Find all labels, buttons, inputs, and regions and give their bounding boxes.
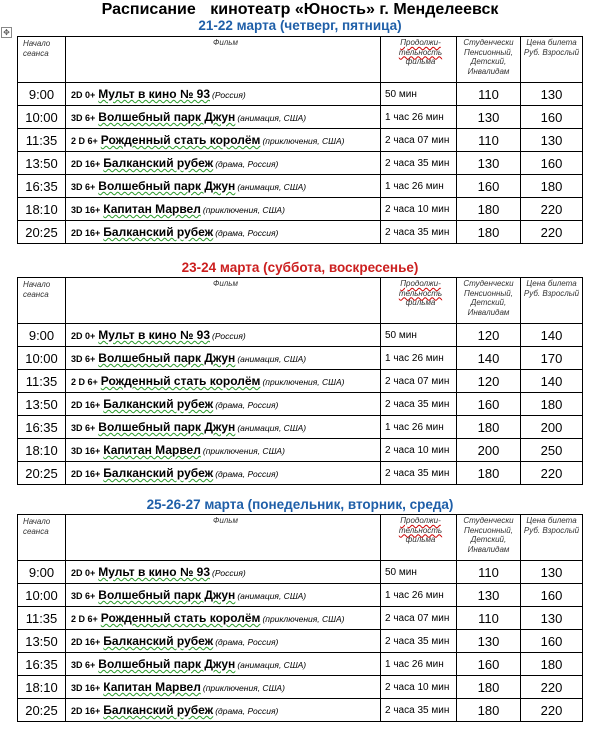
session-time: 18:10	[18, 198, 66, 221]
film-cell	[66, 393, 381, 416]
film-title: Балканский рубеж	[103, 466, 214, 480]
film-format: 3D 6+	[71, 354, 96, 364]
film-title: Волшебный парк Джун	[98, 110, 236, 124]
table-row	[18, 106, 583, 129]
film-format: 2 D 6+	[71, 377, 98, 387]
film-cell	[66, 584, 381, 607]
table-row	[18, 584, 583, 607]
table-row	[18, 221, 583, 244]
schedule-table	[17, 514, 583, 722]
film-title: Волшебный парк Джун	[98, 657, 236, 671]
film-genre: (драма, Россия)	[215, 400, 279, 410]
price-discount: 180	[457, 416, 521, 439]
film-genre: (приключения, США)	[262, 614, 345, 624]
section-subtitle: 21-22 марта (четверг, пятница)	[198, 18, 402, 33]
table-move-handle-icon[interactable]: ✥	[1, 27, 12, 38]
table-row	[18, 439, 583, 462]
film-format: 2D 16+	[71, 706, 101, 716]
film-cell	[66, 699, 381, 722]
film-duration: 1 час 26 мин	[381, 347, 457, 370]
session-time: 13:50	[18, 152, 66, 175]
film-title: Рожденный стать королём	[100, 133, 261, 147]
price-adult: 180	[521, 175, 583, 198]
film-genre: (драма, Россия)	[215, 637, 279, 647]
header-film: Фильм	[66, 278, 381, 324]
price-discount: 180	[457, 198, 521, 221]
film-genre: (анимация, США)	[237, 113, 307, 123]
film-format: 3D 6+	[71, 591, 96, 601]
film-duration: 50 мин	[381, 83, 457, 106]
header-duration	[381, 37, 457, 83]
price-discount: 180	[457, 676, 521, 699]
table-row	[18, 129, 583, 152]
price-discount: 130	[457, 630, 521, 653]
price-discount: 110	[457, 129, 521, 152]
film-cell	[66, 129, 381, 152]
film-duration: 50 мин	[381, 324, 457, 347]
session-time: 11:35	[18, 370, 66, 393]
price-adult: 160	[521, 630, 583, 653]
header-discount: Студенчески Пенсионный, Детский, Инвалидам	[457, 278, 521, 324]
film-duration: 2 часа 35 мин	[381, 221, 457, 244]
schedule-table	[17, 277, 583, 485]
film-duration: 2 часа 07 мин	[381, 370, 457, 393]
header-duration-line3: фильма	[405, 57, 436, 66]
table-header-row	[18, 278, 583, 324]
film-format: 2D 0+	[71, 331, 96, 341]
header-duration-line3: фильма	[405, 298, 436, 307]
film-cell	[66, 607, 381, 630]
price-adult: 160	[521, 106, 583, 129]
price-discount: 130	[457, 152, 521, 175]
price-adult: 250	[521, 439, 583, 462]
schedule-table	[17, 36, 583, 244]
price-adult: 180	[521, 393, 583, 416]
film-genre: (анимация, США)	[237, 354, 307, 364]
film-format: 3D 16+	[71, 446, 101, 456]
price-adult: 180	[521, 653, 583, 676]
film-duration: 1 час 26 мин	[381, 175, 457, 198]
header-duration	[381, 515, 457, 561]
session-time: 11:35	[18, 129, 66, 152]
price-adult: 200	[521, 416, 583, 439]
price-discount: 110	[457, 607, 521, 630]
table-row	[18, 607, 583, 630]
header-duration	[381, 278, 457, 324]
header-start: Начало сеанса	[18, 37, 66, 83]
price-adult: 140	[521, 370, 583, 393]
header-discount: Студенчески Пенсионный, Детский, Инвалидам	[457, 515, 521, 561]
session-time: 20:25	[18, 462, 66, 485]
film-genre: (приключения, США)	[202, 446, 285, 456]
film-genre: (приключения, США)	[202, 683, 285, 693]
price-discount: 180	[457, 699, 521, 722]
film-genre: (анимация, США)	[237, 423, 307, 433]
session-time: 9:00	[18, 561, 66, 584]
film-genre: (приключения, США)	[202, 205, 285, 215]
film-format: 3D 16+	[71, 683, 101, 693]
film-duration: 2 часа 07 мин	[381, 607, 457, 630]
price-adult: 170	[521, 347, 583, 370]
header-film: Фильм	[66, 37, 381, 83]
film-duration: 1 час 26 мин	[381, 416, 457, 439]
header-duration-line1: Продолжи-	[400, 516, 441, 525]
session-time: 11:35	[18, 607, 66, 630]
header-adult: Цена билета Руб. Взрослый	[521, 515, 583, 561]
film-duration: 50 мин	[381, 561, 457, 584]
section-subtitle: 25-26-27 марта (понедельник, вторник, среда)	[146, 497, 454, 512]
film-cell	[66, 462, 381, 485]
price-adult: 160	[521, 584, 583, 607]
film-genre: (драма, Россия)	[215, 159, 279, 169]
price-discount: 200	[457, 439, 521, 462]
price-adult: 160	[521, 152, 583, 175]
film-title: Волшебный парк Джун	[98, 179, 236, 193]
film-format: 2D 16+	[71, 637, 101, 647]
film-format: 2D 16+	[71, 228, 101, 238]
price-adult: 130	[521, 607, 583, 630]
table-row	[18, 630, 583, 653]
price-discount: 160	[457, 393, 521, 416]
film-title: Рожденный стать королём	[100, 611, 261, 625]
table-row	[18, 83, 583, 106]
header-duration-line1: Продолжи-	[400, 38, 441, 47]
film-duration: 1 час 26 мин	[381, 584, 457, 607]
film-title: Балканский рубеж	[103, 156, 214, 170]
film-format: 2D 16+	[71, 400, 101, 410]
film-title: Балканский рубеж	[103, 703, 214, 717]
price-adult: 130	[521, 129, 583, 152]
film-format: 3D 6+	[71, 182, 96, 192]
film-cell	[66, 152, 381, 175]
session-time: 10:00	[18, 106, 66, 129]
film-cell	[66, 198, 381, 221]
film-format: 2D 0+	[71, 90, 96, 100]
session-time: 9:00	[18, 324, 66, 347]
film-duration: 2 часа 10 мин	[381, 198, 457, 221]
film-title: Капитан Марвел	[103, 443, 201, 457]
price-discount: 140	[457, 347, 521, 370]
price-adult: 220	[521, 221, 583, 244]
film-genre: (Россия)	[212, 568, 246, 578]
header-adult: Цена билета Руб. Взрослый	[521, 278, 583, 324]
film-cell	[66, 439, 381, 462]
film-cell	[66, 653, 381, 676]
header-film: Фильм	[66, 515, 381, 561]
film-duration: 2 часа 07 мин	[381, 129, 457, 152]
film-duration: 1 час 26 мин	[381, 106, 457, 129]
film-title: Волшебный парк Джун	[98, 588, 236, 602]
session-time: 16:35	[18, 653, 66, 676]
price-discount: 160	[457, 653, 521, 676]
header-start: Начало сеанса	[18, 515, 66, 561]
film-duration: 2 часа 35 мин	[381, 699, 457, 722]
price-discount: 130	[457, 584, 521, 607]
film-genre: (приключения, США)	[262, 377, 345, 387]
table-row	[18, 175, 583, 198]
film-cell	[66, 347, 381, 370]
session-time: 18:10	[18, 439, 66, 462]
table-row	[18, 699, 583, 722]
table-row	[18, 653, 583, 676]
page-title	[0, 0, 600, 20]
price-discount: 110	[457, 561, 521, 584]
film-title: Мульт в кино № 93	[98, 328, 211, 342]
film-title: Волшебный парк Джун	[98, 351, 236, 365]
film-cell	[66, 83, 381, 106]
header-adult: Цена билета Руб. Взрослый	[521, 37, 583, 83]
price-discount: 180	[457, 221, 521, 244]
film-genre: (приключения, США)	[262, 136, 345, 146]
header-start: Начало сеанса	[18, 278, 66, 324]
film-format: 2 D 6+	[71, 136, 98, 146]
price-adult: 220	[521, 198, 583, 221]
header-duration-line2: тельность	[398, 288, 443, 298]
film-title: Волшебный парк Джун	[98, 420, 236, 434]
session-time: 10:00	[18, 584, 66, 607]
film-title: Рожденный стать королём	[100, 374, 261, 388]
film-genre: (драма, Россия)	[215, 706, 279, 716]
session-time: 13:50	[18, 630, 66, 653]
film-cell	[66, 221, 381, 244]
film-cell	[66, 324, 381, 347]
film-duration: 1 час 26 мин	[381, 653, 457, 676]
header-duration-line2: тельность	[398, 525, 443, 535]
price-discount: 160	[457, 175, 521, 198]
header-duration-line3: фильма	[405, 535, 436, 544]
film-duration: 2 часа 35 мин	[381, 630, 457, 653]
header-discount: Студенчески Пенсионный, Детский, Инвалидам	[457, 37, 521, 83]
table-header-row	[18, 515, 583, 561]
film-title: Мульт в кино № 93	[98, 87, 211, 101]
film-duration: 2 часа 10 мин	[381, 676, 457, 699]
film-cell	[66, 175, 381, 198]
film-title: Балканский рубеж	[103, 634, 214, 648]
film-title: Балканский рубеж	[103, 225, 214, 239]
film-duration: 2 часа 35 мин	[381, 393, 457, 416]
film-cell	[66, 561, 381, 584]
header-duration-line2: тельность	[398, 47, 443, 57]
film-format: 2 D 6+	[71, 614, 98, 624]
price-discount: 180	[457, 462, 521, 485]
film-format: 3D 6+	[71, 423, 96, 433]
price-adult: 220	[521, 462, 583, 485]
film-genre: (драма, Россия)	[215, 469, 279, 479]
table-row	[18, 152, 583, 175]
price-adult: 220	[521, 699, 583, 722]
session-time: 16:35	[18, 175, 66, 198]
section-subtitle: 23-24 марта (суббота, воскресенье)	[181, 260, 419, 275]
table-row	[18, 462, 583, 485]
film-title: Мульт в кино № 93	[98, 565, 211, 579]
price-adult: 130	[521, 83, 583, 106]
session-time: 9:00	[18, 83, 66, 106]
table-row	[18, 370, 583, 393]
film-cell	[66, 370, 381, 393]
title-prefix: Расписание	[101, 1, 196, 18]
film-duration: 2 часа 35 мин	[381, 462, 457, 485]
session-time: 20:25	[18, 699, 66, 722]
table-row	[18, 347, 583, 370]
film-cell	[66, 106, 381, 129]
table-row	[18, 561, 583, 584]
header-duration-line1: Продолжи-	[400, 279, 441, 288]
session-time: 16:35	[18, 416, 66, 439]
film-duration: 2 часа 35 мин	[381, 152, 457, 175]
price-discount: 120	[457, 324, 521, 347]
table-row	[18, 393, 583, 416]
film-title: Балканский рубеж	[103, 397, 214, 411]
film-genre: (анимация, США)	[237, 182, 307, 192]
table-row	[18, 198, 583, 221]
session-time: 13:50	[18, 393, 66, 416]
film-format: 3D 16+	[71, 205, 101, 215]
film-genre: (Россия)	[212, 331, 246, 341]
price-adult: 130	[521, 561, 583, 584]
film-title: Капитан Марвел	[103, 202, 201, 216]
film-genre: (анимация, США)	[237, 591, 307, 601]
price-adult: 140	[521, 324, 583, 347]
film-format: 3D 6+	[71, 660, 96, 670]
film-format: 3D 6+	[71, 113, 96, 123]
table-header-row	[18, 37, 583, 83]
table-row	[18, 676, 583, 699]
film-format: 2D 0+	[71, 568, 96, 578]
session-time: 10:00	[18, 347, 66, 370]
title-main: кинотеатр «Юность» г. Менделеевск	[210, 1, 499, 18]
price-adult: 220	[521, 676, 583, 699]
film-duration: 2 часа 10 мин	[381, 439, 457, 462]
film-genre: (Россия)	[212, 90, 246, 100]
price-discount: 110	[457, 83, 521, 106]
film-cell	[66, 676, 381, 699]
film-title: Капитан Марвел	[103, 680, 201, 694]
price-discount: 120	[457, 370, 521, 393]
film-cell	[66, 416, 381, 439]
film-cell	[66, 630, 381, 653]
film-format: 2D 16+	[71, 469, 101, 479]
session-time: 20:25	[18, 221, 66, 244]
film-genre: (драма, Россия)	[215, 228, 279, 238]
film-genre: (анимация, США)	[237, 660, 307, 670]
table-row	[18, 416, 583, 439]
film-format: 2D 16+	[71, 159, 101, 169]
price-discount: 130	[457, 106, 521, 129]
table-row	[18, 324, 583, 347]
session-time: 18:10	[18, 676, 66, 699]
